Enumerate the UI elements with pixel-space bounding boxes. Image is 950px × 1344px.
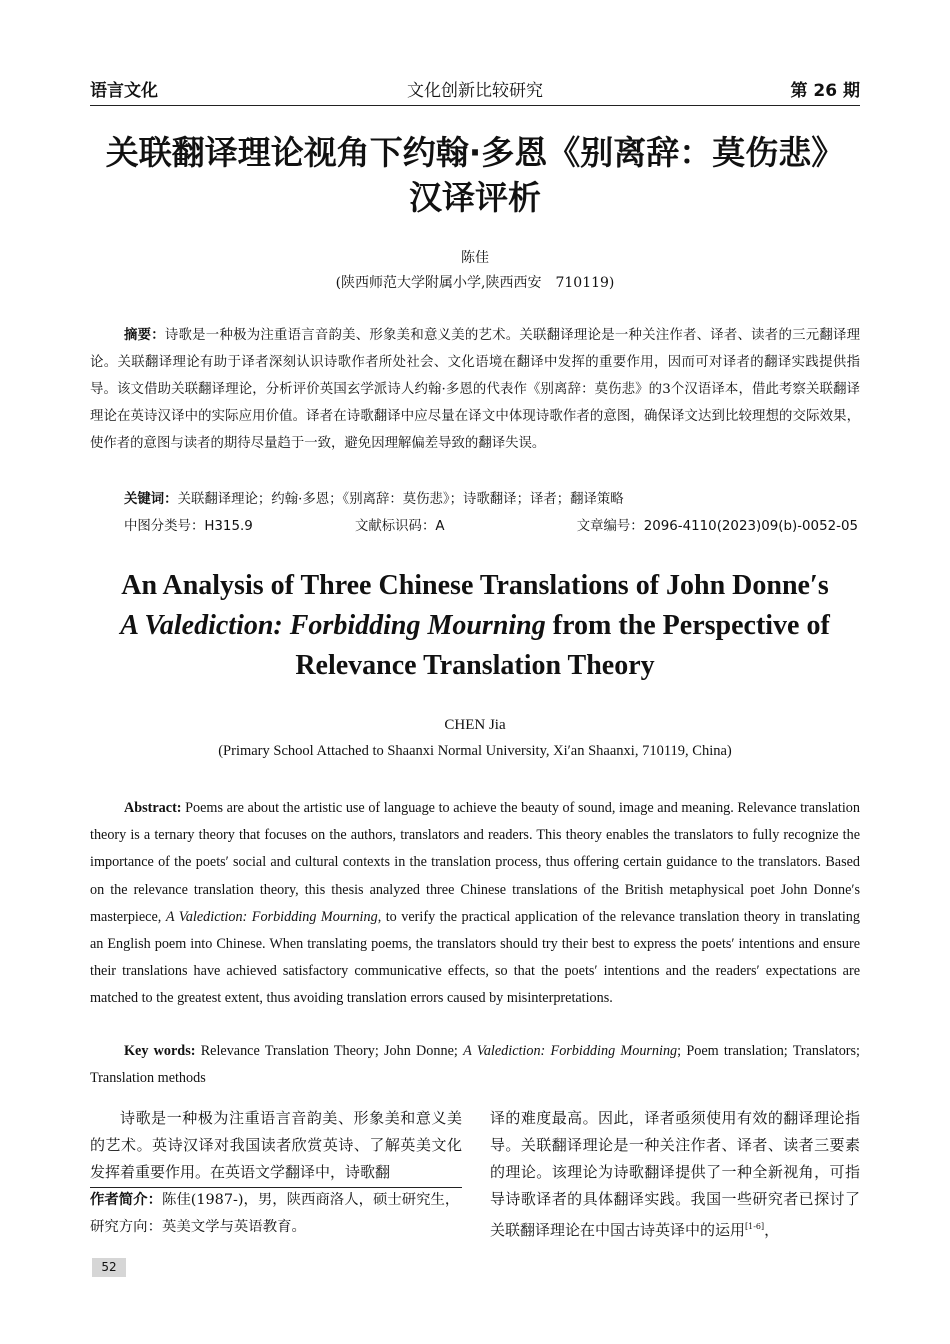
abstract-english-text-1: Poems are about the artistic use of language to achieve the beauty of sound, image and meaning. Relevance translation theory is a ternary theory that focuses on the authors, translators and readers. This theory enables the translators to fully recognize the importance of the poets′ social and cultural contexts in the translation process, thus offering certain guidance to the translators. Based on the relevance translation theory, this thesis analyzed three Chinese translations of the British metaphysical poet John Donne′s masterpiece,: [90, 800, 860, 925]
citation-ref: [1-6]: [745, 1222, 765, 1231]
abstract-english-label: Abstract:: [124, 800, 182, 816]
running-header: [90, 76, 860, 102]
header-issue: 第 26 期: [790, 81, 860, 101]
title-english-line1: An Analysis of Three Chinese Translations of John Donne′s: [121, 570, 829, 601]
keywords-chinese: [124, 486, 860, 513]
keywords-english-label: Key words:: [124, 1043, 196, 1059]
abstract-english-text-2: , to verify the practical application of the relevance translation theory in translating an English poem into Chinese. When translating poems, the translators should try their best to express the poets′ intentions and ensure their translations have achieved satisfactory communicative effects, so that the poets′ intentions and the readers′ expectations are matched to the greatest extent, thus avoiding translation errors caused by misinterpretations.: [90, 908, 860, 1007]
clc-number: 中图分类号：H315.9: [124, 519, 253, 534]
body-column-left: [90, 1105, 462, 1186]
keywords-english-italic: A Valediction: Forbidding Mourning: [463, 1043, 678, 1059]
keywords-chinese-label: 关键词：: [124, 492, 178, 507]
title-english-line2: [60, 606, 890, 646]
document-code: 文献标识码：A: [355, 519, 445, 534]
article-number: 文章编号：2096-4110(2023)09(b)-0052-05: [576, 519, 858, 534]
footnote-label: 作者简介：: [90, 1192, 162, 1208]
title-chinese-line1: 关联翻译理论视角下约翰·多恩《别离辞：莫伤悲》: [105, 133, 845, 172]
abstract-chinese: [90, 322, 860, 457]
classification-row: [124, 513, 858, 540]
abstract-chinese-label: 摘要：: [124, 328, 165, 343]
abstract-chinese-text: 诗歌是一种极为注重语言音韵美、形象美和意义美的艺术。关联翻译理论是一种关注作者、译者、读者的三元翻译理论。关联翻译理论有助于译者深刻认识诗歌作者所处社会、文化语境在翻译中发挥的重要作用，因而可对译者的翻译实践提供指导。该文借助关联翻译理论，分析评价英国玄学派诗人约翰·多恩的代表作《别离辞：莫伤悲》的3个汉语译本，借此考察关联翻译理论在英诗汉译中的实际应用价值。译者在诗歌翻译中应尽量在译文中体现诗歌作者的意图，确保译文达到比较理想的交际效果，使作者的意图与读者的期待尽量趋于一致，避免因理解偏差导致的翻译失误。: [90, 328, 860, 451]
affiliation-chinese: (陕西师范大学附属小学,陕西西安 710119): [335, 275, 615, 291]
author-chinese: 陈佳: [461, 250, 489, 266]
poem-title-italic: A Valediction: Forbidding Mourning: [120, 610, 546, 641]
title-english: [60, 566, 890, 686]
body-right-text: 译的难度最高。因此，译者亟须使用有效的翻译理论指导。关联翻译理论是一种关注作者、译者、读者三要素的理论。该理论为诗歌翻译提供了一种全新视角，可指导诗歌译者的具体翻译实践。我国一些研究者已探讨了关联翻译理论在中国古诗英译中的运用: [490, 1109, 860, 1239]
page-number: 52: [92, 1258, 126, 1277]
abstract-english: [90, 795, 860, 1013]
header-rule: [90, 105, 860, 106]
body-right-tail: ，: [764, 1221, 780, 1239]
body-paragraph: 诗歌是一种极为注重语言音韵美、形象美和意义美的艺术。英诗汉译对我国读者欣赏英诗、了解英美文化发挥着重要作用。在英语文学翻译中，诗歌翻: [90, 1109, 462, 1181]
abstract-english-italic: A Valediction: Forbidding Mourning: [165, 908, 378, 925]
title-chinese-line2: 汉译评析: [409, 178, 541, 217]
author-english: CHEN Jia: [444, 717, 506, 733]
author-footnote: [90, 1187, 462, 1241]
keywords-english-text-2: ; Poem translation; Translators; Translation methods: [90, 1043, 860, 1087]
body-column-right: [490, 1105, 860, 1244]
keywords-chinese-text: 关联翻译理论；约翰·多恩；《别离辞：莫伤悲》；诗歌翻译；译者；翻译策略: [177, 492, 624, 507]
keywords-english: [90, 1038, 860, 1092]
keywords-english-text-1: Relevance Translation Theory; John Donne;: [195, 1043, 464, 1059]
title-english-line2-rest: from the Perspective of: [545, 610, 830, 641]
footnote-text: 陈佳(1987-)，男，陕西商洛人，硕士研究生，研究方向：英美文学与英语教育。: [90, 1192, 460, 1235]
header-journal: 文化创新比较研究: [407, 81, 543, 101]
title-english-line3: Relevance Translation Theory: [295, 650, 655, 681]
title-chinese: [60, 130, 890, 220]
affiliation-english: (Primary School Attached to Shaanxi Normal University, Xi′an Shaanxi, 710119, China): [218, 743, 732, 759]
header-section: 语言文化: [90, 81, 158, 101]
